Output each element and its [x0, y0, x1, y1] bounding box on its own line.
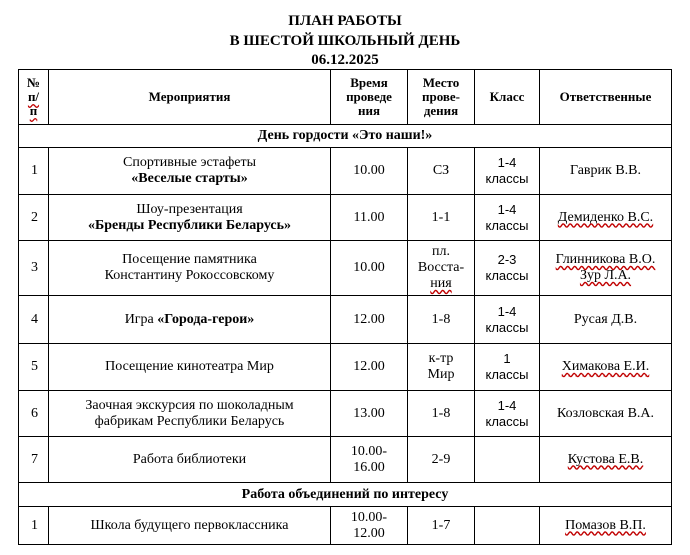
- time-line-2: 12.00: [353, 525, 385, 541]
- responsible-name: Кустова Е.В.: [567, 451, 644, 467]
- event-line-2: фабрикам Республики Беларусь: [94, 413, 285, 429]
- event-cell: [49, 241, 331, 296]
- place-cell: СЗ: [408, 148, 475, 195]
- time-cell: 13.00: [331, 391, 408, 437]
- place-cell: [408, 241, 475, 296]
- responsible-name-2-text: Зур Л.А.: [579, 268, 632, 283]
- row-number: 3: [19, 241, 49, 296]
- responsible-name-2: [542, 268, 669, 284]
- place-cell: [408, 344, 475, 391]
- time-cell: 10.00: [331, 148, 408, 195]
- event-cell: [49, 195, 331, 241]
- row-number: 1: [19, 507, 49, 545]
- place-cell: 1-8: [408, 296, 475, 344]
- class-range: 2-3: [497, 252, 517, 267]
- event-line-1: Шоу-презентация: [136, 201, 243, 217]
- column-header-event: [49, 70, 331, 125]
- place-line-1: пл.: [432, 244, 450, 259]
- class-cell: [475, 241, 540, 296]
- class-cell: [475, 195, 540, 241]
- responsible-cell: [540, 437, 672, 483]
- section-title-clubs: Работа объединений по интересу: [19, 483, 672, 507]
- class-range: 1-4: [497, 303, 517, 319]
- responsible-cell: Русая Д.В.: [540, 296, 672, 344]
- event-line-1: Посещение памятника: [122, 252, 257, 267]
- responsible-name: Демиденко В.С.: [557, 209, 654, 225]
- responsible-cell: [540, 241, 672, 296]
- column-header-number: [19, 70, 49, 125]
- class-cell: [475, 344, 540, 391]
- responsible-name: Химакова Е.И.: [561, 359, 650, 374]
- time-cell: 10.00: [331, 241, 408, 296]
- schedule-table: [18, 69, 672, 545]
- class-range: 1-4: [497, 201, 517, 217]
- event-cell: Посещение кинотеатра Мир: [49, 344, 331, 391]
- class-cell: [475, 148, 540, 195]
- time-cell: [331, 507, 408, 545]
- event-name-bold: «Бренды Республики Беларусь»: [88, 217, 291, 233]
- place-cell: 1-1: [408, 195, 475, 241]
- event-line-2: [51, 171, 328, 187]
- table-row: [19, 148, 672, 195]
- column-header-place-line-3: дения: [423, 103, 459, 118]
- event-cell: Школа будущего первоклассника: [49, 507, 331, 545]
- column-header-responsible-label: Ответственные: [559, 89, 652, 104]
- class-word: классы: [485, 319, 529, 335]
- event-name-bold: «Веселые старты»: [131, 171, 248, 186]
- event-cell: Работа библиотеки: [49, 437, 331, 483]
- section-row-pride-day: [19, 125, 672, 148]
- section-title-pride-day: День гордости «Это наши!»: [19, 125, 672, 148]
- plan-date: 06.12.2025: [311, 52, 379, 68]
- responsible-name-1: [542, 252, 669, 268]
- event-line-1: Спортивные эстафеты: [122, 155, 256, 170]
- column-header-time-line-2: проведе: [346, 89, 392, 104]
- table-row: [19, 507, 672, 545]
- place-cell: 1-8: [408, 391, 475, 437]
- responsible-cell: [540, 507, 672, 545]
- row-number: 4: [19, 296, 49, 344]
- class-range: 1: [503, 351, 511, 366]
- class-word: классы: [485, 217, 529, 233]
- event-cell: [49, 391, 331, 437]
- place-line-2: Восста-: [417, 260, 465, 275]
- column-header-place-line-1: Место: [422, 75, 460, 90]
- table-row: [19, 195, 672, 241]
- table-row: [19, 296, 672, 344]
- table-row: [19, 391, 672, 437]
- section-row-clubs: [19, 483, 672, 507]
- column-header-responsible: [540, 70, 672, 125]
- class-range: 1-4: [497, 155, 517, 170]
- responsible-cell: [540, 195, 672, 241]
- event-cell: [49, 148, 331, 195]
- row-number: 1: [19, 148, 49, 195]
- class-cell: [475, 296, 540, 344]
- column-header-event-label: Мероприятия: [148, 89, 231, 104]
- place-line-1: к-тр: [428, 351, 454, 366]
- row-number: 5: [19, 344, 49, 391]
- column-header-class-label: Класс: [489, 89, 525, 104]
- responsible-cell: [540, 344, 672, 391]
- time-cell: 12.00: [331, 344, 408, 391]
- time-line-1: 10.00-: [350, 443, 388, 459]
- time-cell: [331, 437, 408, 483]
- table-header-row: [19, 70, 672, 125]
- place-line-2: Мир: [427, 367, 455, 382]
- responsible-name-1-text: Глинникова В.О.: [555, 252, 656, 267]
- place-line-3: [410, 276, 472, 292]
- plan-title: ПЛАН РАБОТЫ: [288, 13, 402, 29]
- column-header-time-line-3: ния: [357, 103, 380, 118]
- place-line-3-text: ния: [430, 276, 452, 291]
- column-header-number-line-3: п: [29, 103, 38, 118]
- place-cell: 1-7: [408, 507, 475, 545]
- row-number: 6: [19, 391, 49, 437]
- responsible-cell: Козловская В.А.: [540, 391, 672, 437]
- column-header-time-line-1: Время: [350, 75, 388, 90]
- table-row: [19, 344, 672, 391]
- event-line-2: [51, 218, 328, 234]
- place-cell: 2-9: [408, 437, 475, 483]
- event-name-bold: «Города-герои»: [157, 311, 255, 327]
- class-cell: [475, 507, 540, 545]
- responsible-cell: Гаврик В.В.: [540, 148, 672, 195]
- column-header-number-line-1: №: [26, 75, 41, 90]
- responsible-name: Помазов В.П.: [565, 517, 646, 533]
- class-word: классы: [485, 268, 529, 283]
- time-line-1: 10.00-: [350, 509, 388, 525]
- event-cell: [49, 296, 331, 344]
- class-word: классы: [485, 367, 529, 382]
- column-header-place: [408, 70, 475, 125]
- column-header-number-line-2: п/: [27, 89, 40, 104]
- time-cell: 12.00: [331, 296, 408, 344]
- table-row: [19, 437, 672, 483]
- time-cell: 11.00: [331, 195, 408, 241]
- event-line-1: Заочная экскурсия по шоколадным: [85, 397, 294, 413]
- column-header-class: [475, 70, 540, 125]
- event-line-2: Константину Рокоссовскому: [104, 268, 275, 283]
- table-row: [19, 241, 672, 296]
- class-range: 1-4: [497, 397, 517, 413]
- class-word: классы: [485, 171, 529, 186]
- column-header-time: [331, 70, 408, 125]
- plan-subtitle: В ШЕСТОЙ ШКОЛЬНЫЙ ДЕНЬ: [229, 33, 461, 49]
- class-cell: [475, 437, 540, 483]
- event-line-1: Игра: [124, 311, 158, 327]
- class-cell: [475, 391, 540, 437]
- column-header-place-line-2: прове-: [421, 89, 461, 104]
- row-number: 7: [19, 437, 49, 483]
- row-number: 2: [19, 195, 49, 241]
- class-word: классы: [485, 413, 529, 429]
- time-line-2: 16.00: [353, 459, 385, 475]
